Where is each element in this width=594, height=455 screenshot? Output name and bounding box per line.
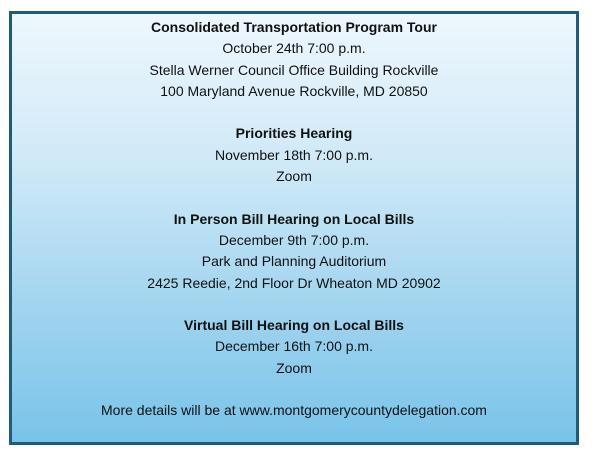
event-title: Consolidated Transportation Program Tour (151, 19, 437, 35)
event-venue: Zoom (276, 359, 312, 376)
event-title: In Person Bill Hearing on Local Bills (173, 210, 415, 227)
event-venue: Park and Planning Auditorium (201, 253, 387, 270)
event-title: Virtual Bill Hearing on Local Bills (184, 317, 404, 334)
event-venue: Stella Werner Council Office Building Rockville (149, 61, 439, 78)
schedule-card (9, 11, 579, 445)
event-date: October 24th 7:00 p.m. (222, 40, 366, 57)
event-date: December 16th 7:00 p.m. (215, 338, 373, 355)
event-block (12, 17, 576, 102)
event-venue: Zoom (276, 168, 312, 185)
details-footer: More details will be at www.montgomerycountydelegation.com (101, 402, 487, 419)
schedule-content (12, 17, 576, 422)
event-date: November 18th 7:00 p.m. (215, 146, 373, 163)
event-title: Priorities Hearing (235, 125, 353, 142)
event-block (12, 315, 576, 379)
event-address: 2425 Reedie, 2nd Floor Dr Wheaton MD 20902 (147, 274, 441, 291)
event-block (12, 123, 576, 187)
event-address: 100 Maryland Avenue Rockville, MD 20850 (160, 82, 428, 99)
event-date: December 9th 7:00 p.m. (218, 231, 370, 248)
event-block (12, 209, 576, 294)
